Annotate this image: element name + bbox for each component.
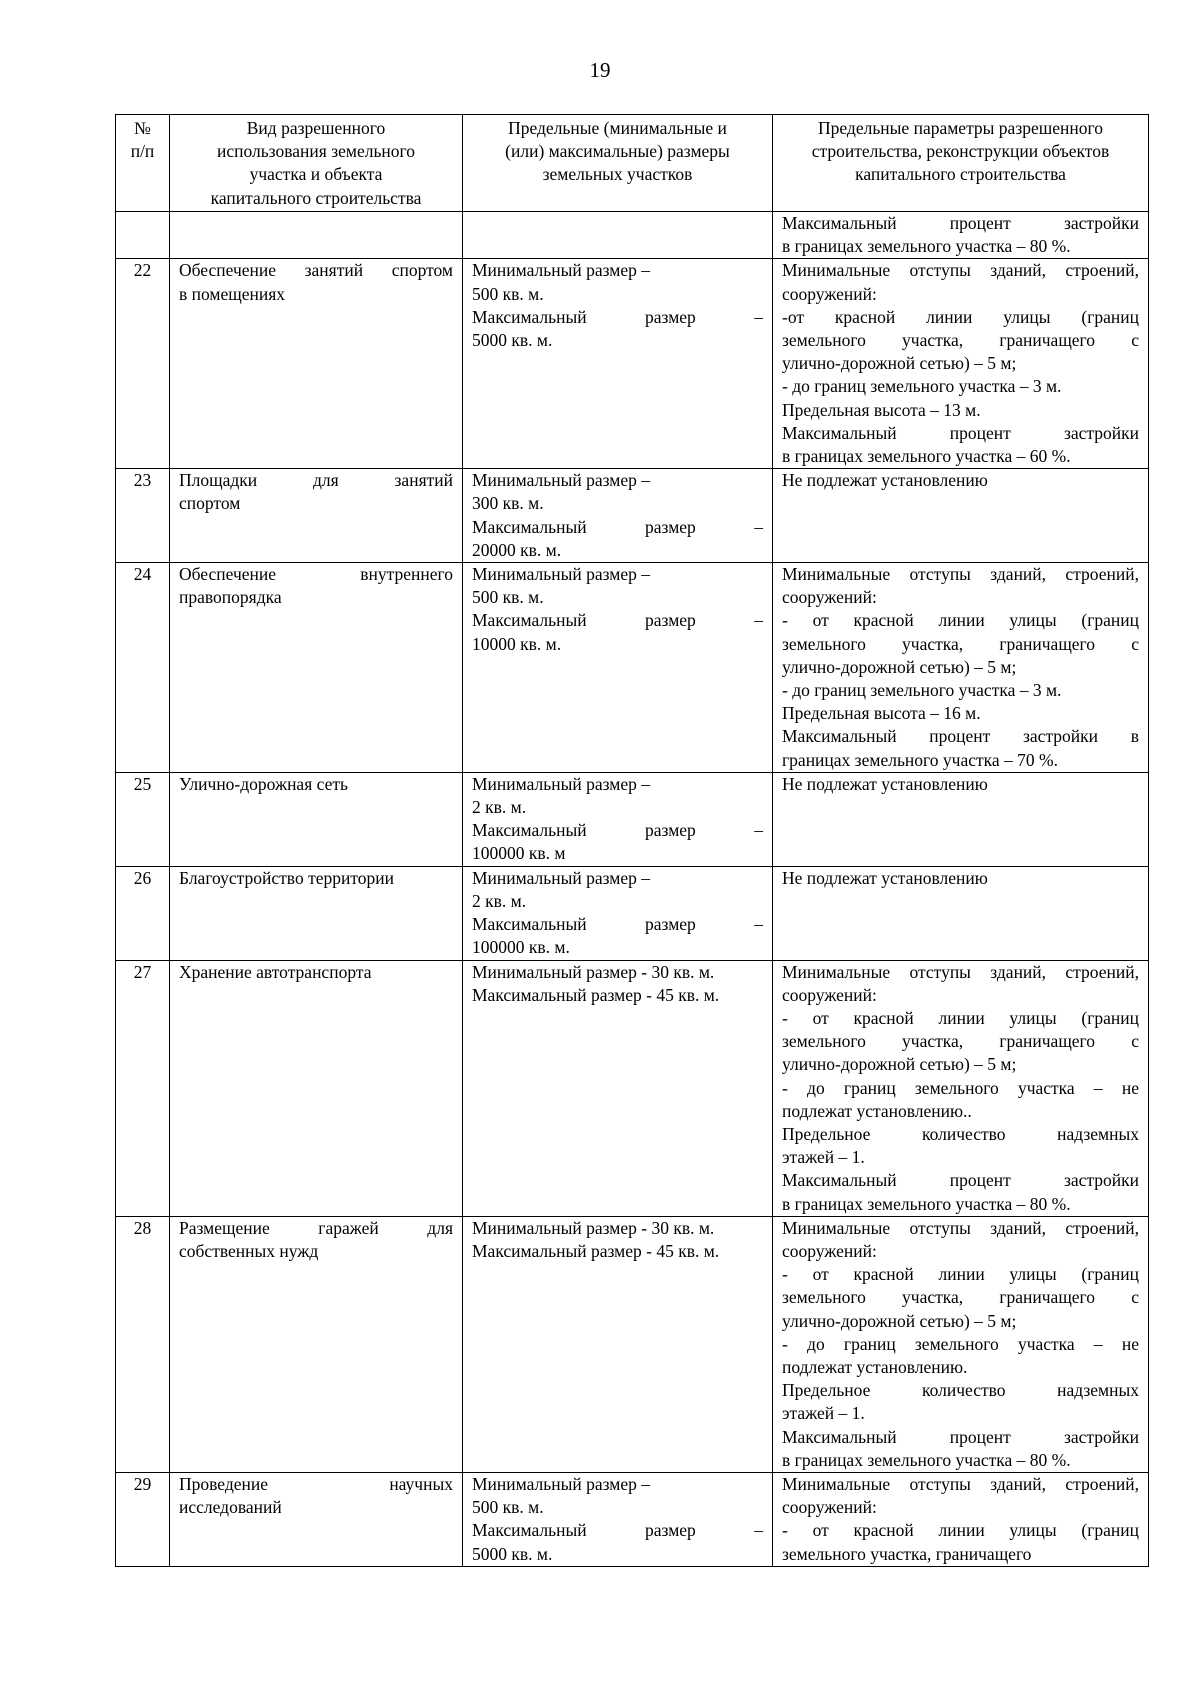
cell-line: Площадки для занятий: [179, 470, 453, 491]
cell-line: Минимальный размер –: [472, 470, 651, 491]
cell-line: 500 кв. м.: [472, 1497, 544, 1518]
cell-line: Благоустройство территории: [179, 867, 394, 888]
cell-line: собственных нужд: [179, 1240, 319, 1261]
cell-line: сооружений:: [782, 1240, 877, 1261]
header-line: п/п: [130, 141, 155, 162]
page-number: 19: [589, 58, 611, 82]
plot-sizes-cell: [463, 212, 773, 259]
header-line: земельных участков: [542, 164, 693, 185]
table-row: [116, 1216, 1149, 1472]
construction-params-cell: [773, 1216, 1149, 1472]
permitted-use-cell: [170, 1216, 463, 1472]
header-number: [116, 115, 170, 212]
construction-params-cell: [773, 212, 1149, 259]
permitted-use-cell: [170, 212, 463, 259]
cell-line: 300 кв. м.: [472, 493, 544, 514]
cell-line: Минимальный размер –: [472, 773, 651, 794]
cell-line: - до границ земельного участка – не: [782, 1077, 1139, 1098]
cell-line: 500 кв. м.: [472, 283, 544, 304]
plot-sizes-cell: [463, 866, 773, 960]
cell-line: Улично-дорожная сеть: [179, 773, 349, 794]
table-row: [116, 1472, 1149, 1566]
cell-line: подлежат установлению.: [782, 1356, 968, 1377]
header-line: №: [134, 118, 151, 138]
cell-line: - от красной линии улицы (границ: [782, 610, 1139, 631]
cell-line: Проведение научных: [179, 1473, 453, 1494]
cell-line: Максимальный размер –: [472, 516, 763, 537]
cell-line: земельного участка, граничащего с: [782, 330, 1139, 351]
table-row: [116, 772, 1149, 866]
cell-line: Максимальный размер –: [472, 914, 763, 935]
plot-sizes-cell: [463, 960, 773, 1216]
cell-line: Максимальный размер –: [472, 306, 763, 327]
permitted-use-cell: [170, 259, 463, 469]
cell-line: 2 кв. м.: [472, 797, 527, 818]
construction-params-cell: [773, 960, 1149, 1216]
permitted-use-cell: [170, 1472, 463, 1566]
cell-line: Минимальные отступы зданий, строений,: [782, 564, 1139, 585]
row-number-cell: [116, 212, 170, 259]
cell-line: - до границ земельного участка – 3 м.: [782, 680, 1062, 701]
construction-params-cell: [773, 259, 1149, 469]
permitted-use-cell: [170, 469, 463, 563]
cell-line: улично-дорожной сетью) – 5 м;: [782, 1310, 1017, 1331]
cell-line: Минимальные отступы зданий, строений,: [782, 1217, 1139, 1238]
cell-line: Предельная высота – 16 м.: [782, 703, 981, 724]
cell-line: Размещение гаражей для: [179, 1217, 453, 1238]
cell-line: в границах земельного участка – 80 %.: [782, 236, 1071, 257]
table-row: [116, 469, 1149, 563]
cell-line: земельного участка, граничащего с: [782, 1031, 1139, 1052]
cell-line: - от красной линии улицы (границ: [782, 1264, 1139, 1285]
regulations-table: [115, 114, 1149, 1567]
table-row: [116, 960, 1149, 1216]
cell-line: Не подлежат установлению: [782, 867, 988, 888]
header-line: Вид разрешенного: [246, 118, 386, 138]
cell-line: Максимальный процент застройки в: [782, 726, 1139, 747]
cell-line: Максимальный размер –: [472, 1520, 763, 1541]
construction-params-cell: [773, 563, 1149, 773]
cell-line: границах земельного участка – 70 %.: [782, 749, 1058, 770]
cell-line: земельного участка, граничащего с: [782, 633, 1139, 654]
cell-line: Предельная высота – 13 м.: [782, 399, 981, 420]
cell-line: улично-дорожной сетью) – 5 м;: [782, 1054, 1017, 1075]
cell-line: -от красной линии улицы (границ: [782, 306, 1139, 327]
plot-sizes-cell: [463, 563, 773, 773]
table-row: [116, 212, 1149, 259]
cell-line: Не подлежат установлению: [782, 773, 988, 794]
cell-line: Максимальный процент застройки: [782, 213, 1139, 233]
table-header-row: [116, 115, 1149, 212]
cell-line: Минимальные отступы зданий, строений,: [782, 260, 1139, 281]
header-line: строительства, реконструкции объектов: [811, 141, 1110, 162]
table-row: [116, 259, 1149, 469]
cell-line: Обеспечение занятий спортом: [179, 260, 453, 281]
plot-sizes-cell: [463, 259, 773, 469]
construction-params-cell: [773, 1472, 1149, 1566]
cell-line: Минимальный размер –: [472, 1473, 651, 1494]
cell-line: сооружений:: [782, 984, 877, 1005]
cell-line: Максимальный процент застройки: [782, 1426, 1139, 1447]
cell-line: - до границ земельного участка – не: [782, 1333, 1139, 1354]
cell-line: Не подлежат установлению: [782, 470, 988, 491]
cell-line: Минимальный размер - 30 кв. м.: [472, 1217, 715, 1238]
cell-line: Минимальные отступы зданий, строений,: [782, 961, 1139, 982]
table-body: [116, 212, 1149, 1567]
cell-line: в границах земельного участка – 80 %.: [782, 1193, 1071, 1214]
cell-line: улично-дорожной сетью) – 5 м;: [782, 353, 1017, 374]
cell-line: Хранение автотранспорта: [179, 961, 372, 982]
header-line: участка и объекта: [249, 164, 383, 185]
header-line: Предельные (минимальные и: [508, 118, 727, 138]
cell-line: Максимальный процент застройки: [782, 1170, 1139, 1191]
header-line: использования земельного: [216, 141, 416, 162]
permitted-use-cell: [170, 772, 463, 866]
header-line: Предельные параметры разрешенного: [818, 118, 1103, 138]
cell-line: улично-дорожной сетью) – 5 м;: [782, 656, 1017, 677]
cell-line: 5000 кв. м.: [472, 1543, 553, 1564]
cell-line: спортом: [179, 493, 241, 514]
plot-sizes-cell: [463, 469, 773, 563]
cell-line: Минимальный размер –: [472, 867, 651, 888]
cell-line: Минимальный размер –: [472, 260, 651, 281]
cell-line: Максимальный размер - 45 кв. м.: [472, 1240, 720, 1261]
construction-params-cell: [773, 866, 1149, 960]
cell-line: в границах земельного участка – 80 %.: [782, 1449, 1071, 1470]
cell-line: - от красной линии улицы (границ: [782, 1520, 1139, 1541]
row-number-cell: 29: [116, 1472, 170, 1566]
header-plot-sizes: [463, 115, 773, 212]
header-line: капитального строительства: [210, 187, 422, 208]
header-line: капитального строительства: [855, 164, 1066, 185]
cell-line: Максимальный размер - 45 кв. м.: [472, 984, 720, 1005]
row-number-cell: 28: [116, 1216, 170, 1472]
header-construction-params: [773, 115, 1149, 212]
cell-line: 10000 кв. м.: [472, 633, 562, 654]
row-number-cell: 26: [116, 866, 170, 960]
construction-params-cell: [773, 469, 1149, 563]
cell-line: этажей – 1.: [782, 1147, 865, 1168]
permitted-use-cell: [170, 563, 463, 773]
row-number-cell: 25: [116, 772, 170, 866]
cell-line: 100000 кв. м: [472, 843, 566, 864]
plot-sizes-cell: [463, 772, 773, 866]
cell-line: - от красной линии улицы (границ: [782, 1007, 1139, 1028]
plot-sizes-cell: [463, 1216, 773, 1472]
cell-line: Предельное количество надземных: [782, 1380, 1139, 1401]
cell-line: Максимальный процент застройки: [782, 422, 1139, 443]
construction-params-cell: [773, 772, 1149, 866]
row-number-cell: 23: [116, 469, 170, 563]
cell-line: 20000 кв. м.: [472, 539, 562, 560]
header-line: (или) максимальные) размеры: [505, 141, 730, 162]
row-number-cell: 24: [116, 563, 170, 773]
plot-sizes-cell: [463, 1472, 773, 1566]
row-number-cell: 22: [116, 259, 170, 469]
cell-line: в границах земельного участка – 60 %.: [782, 446, 1071, 467]
cell-line: 100000 кв. м.: [472, 937, 570, 958]
cell-line: этажей – 1.: [782, 1403, 865, 1424]
table-row: [116, 866, 1149, 960]
cell-line: земельного участка, граничащего с: [782, 1287, 1139, 1308]
cell-line: Минимальные отступы зданий, строений,: [782, 1473, 1139, 1494]
permitted-use-cell: [170, 866, 463, 960]
cell-line: 2 кв. м.: [472, 890, 527, 911]
cell-line: в помещениях: [179, 283, 286, 304]
cell-line: подлежат установлению..: [782, 1100, 972, 1121]
row-number-cell: 27: [116, 960, 170, 1216]
cell-line: Предельное количество надземных: [782, 1123, 1139, 1144]
cell-line: Минимальный размер –: [472, 564, 651, 585]
table-row: [116, 563, 1149, 773]
cell-line: Максимальный размер –: [472, 610, 763, 631]
permitted-use-cell: [170, 960, 463, 1216]
cell-line: сооружений:: [782, 587, 877, 608]
cell-line: - до границ земельного участка – 3 м.: [782, 376, 1062, 397]
cell-line: Обеспечение внутреннего: [179, 564, 453, 585]
cell-line: сооружений:: [782, 283, 877, 304]
cell-line: Минимальный размер - 30 кв. м.: [472, 961, 715, 982]
cell-line: сооружений:: [782, 1497, 877, 1518]
cell-line: земельного участка, граничащего: [782, 1543, 1032, 1564]
cell-line: правопорядка: [179, 587, 282, 608]
cell-line: 500 кв. м.: [472, 587, 544, 608]
cell-line: Максимальный размер –: [472, 820, 763, 841]
cell-line: исследований: [179, 1497, 282, 1518]
cell-line: 5000 кв. м.: [472, 330, 553, 351]
header-permitted-use: [170, 115, 463, 212]
